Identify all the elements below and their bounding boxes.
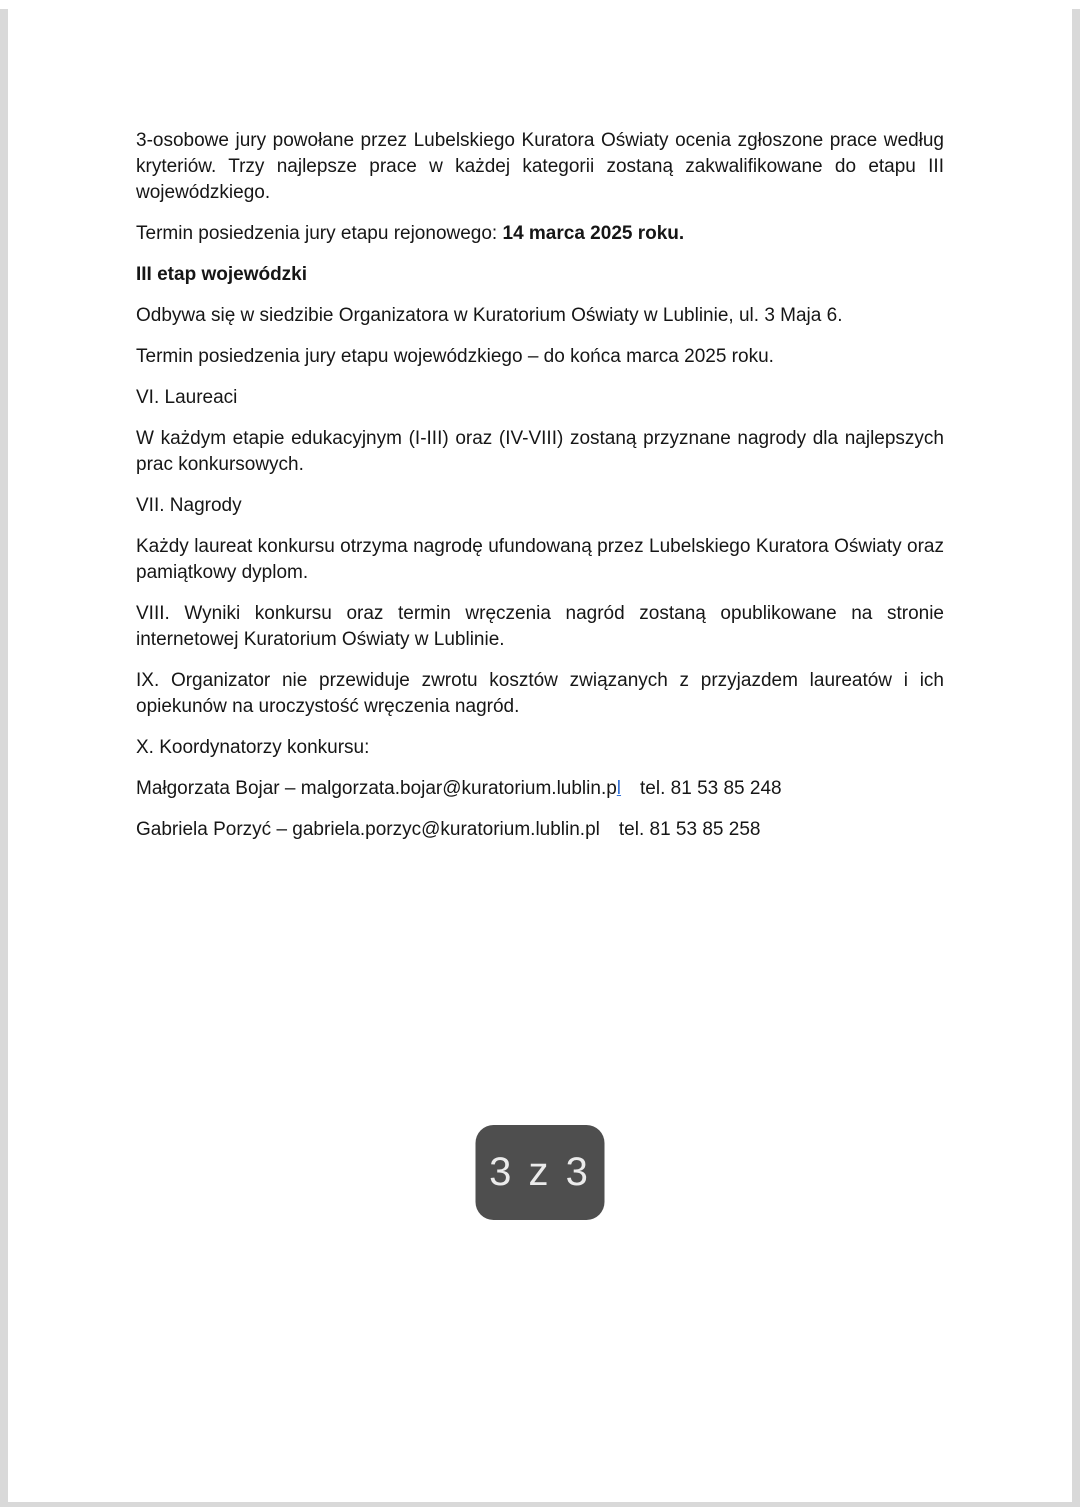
coordinator-2-phone: tel. 81 53 85 258 bbox=[618, 819, 761, 840]
coordinator-1-name-email: Małgorzata Bojar – malgorzata.bojar@kuratorium.lublin.p bbox=[136, 778, 617, 799]
paragraph-termin-rejonowy bbox=[136, 221, 944, 247]
heading-iii-etap-wojewodzki: III etap wojewódzki bbox=[136, 264, 308, 285]
page-number-label: 3 z 3 bbox=[489, 1150, 591, 1194]
termin-rejonowy-date: 14 marca 2025 roku. bbox=[502, 223, 685, 244]
viewer-frame-right bbox=[1072, 9, 1080, 1503]
coordinator-1-email-link[interactable]: l bbox=[616, 778, 622, 799]
paragraph-ix-organizator: IX. Organizator nie przewiduje zwrotu kosztów związanych z przyjazdem laureatów i ich opiekunów na uroczystość wręczenia nagród. bbox=[136, 670, 944, 717]
paragraph-odbywa-sie: Odbywa się w siedzibie Organizatora w Kuratorium Oświaty w Lublinie, ul. 3 Maja 6. bbox=[136, 305, 843, 326]
coordinator-line-2 bbox=[136, 817, 944, 843]
paragraph-vi-body: W każdym etapie edukacyjnym (I-III) oraz (IV-VIII) zostaną przyznane nagrody dla najlepszych prac konkursowych. bbox=[136, 428, 944, 475]
heading-vii-nagrody: VII. Nagrody bbox=[136, 495, 242, 516]
paragraph-vii-body: Każdy laureat konkursu otrzyma nagrodę ufundowaną przez Lubelskiego Kuratora Oświaty oraz pamiątkowy dyplom. bbox=[136, 536, 944, 583]
page-number-indicator bbox=[476, 1125, 605, 1220]
termin-rejonowy-text: Termin posiedzenia jury etapu rejonowego: bbox=[136, 223, 503, 244]
heading-x-koordynatorzy: X. Koordynatorzy konkursu: bbox=[136, 737, 370, 758]
coordinator-1-phone: tel. 81 53 85 248 bbox=[640, 778, 782, 799]
viewer-frame-bottom bbox=[0, 1502, 1080, 1507]
paragraph-termin-wojewodzki: Termin posiedzenia jury etapu wojewódzkiego – do końca marca 2025 roku. bbox=[136, 346, 774, 367]
paragraph-viii-wyniki: VIII. Wyniki konkursu oraz termin wręczenia nagród zostaną opublikowane na stronie internetowej Kuratorium Oświaty w Lublinie. bbox=[136, 603, 944, 650]
paragraph-jury-evaluation: 3-osobowe jury powołane przez Lubelskiego Kuratora Oświaty ocenia zgłoszone prace według kryteriów. Trzy najlepsze prace w każdej kategorii zostaną zakwalifikowane do etapu III wojewódzkiego. bbox=[136, 130, 944, 203]
coordinator-2-name-email: Gabriela Porzyć – gabriela.porzyc@kuratorium.lublin.pl bbox=[136, 819, 600, 840]
heading-vi-laureaci: VI. Laureaci bbox=[136, 387, 238, 408]
viewer-frame-left bbox=[0, 9, 8, 1503]
document-page-content bbox=[136, 128, 944, 858]
coordinator-line-1 bbox=[136, 776, 944, 802]
